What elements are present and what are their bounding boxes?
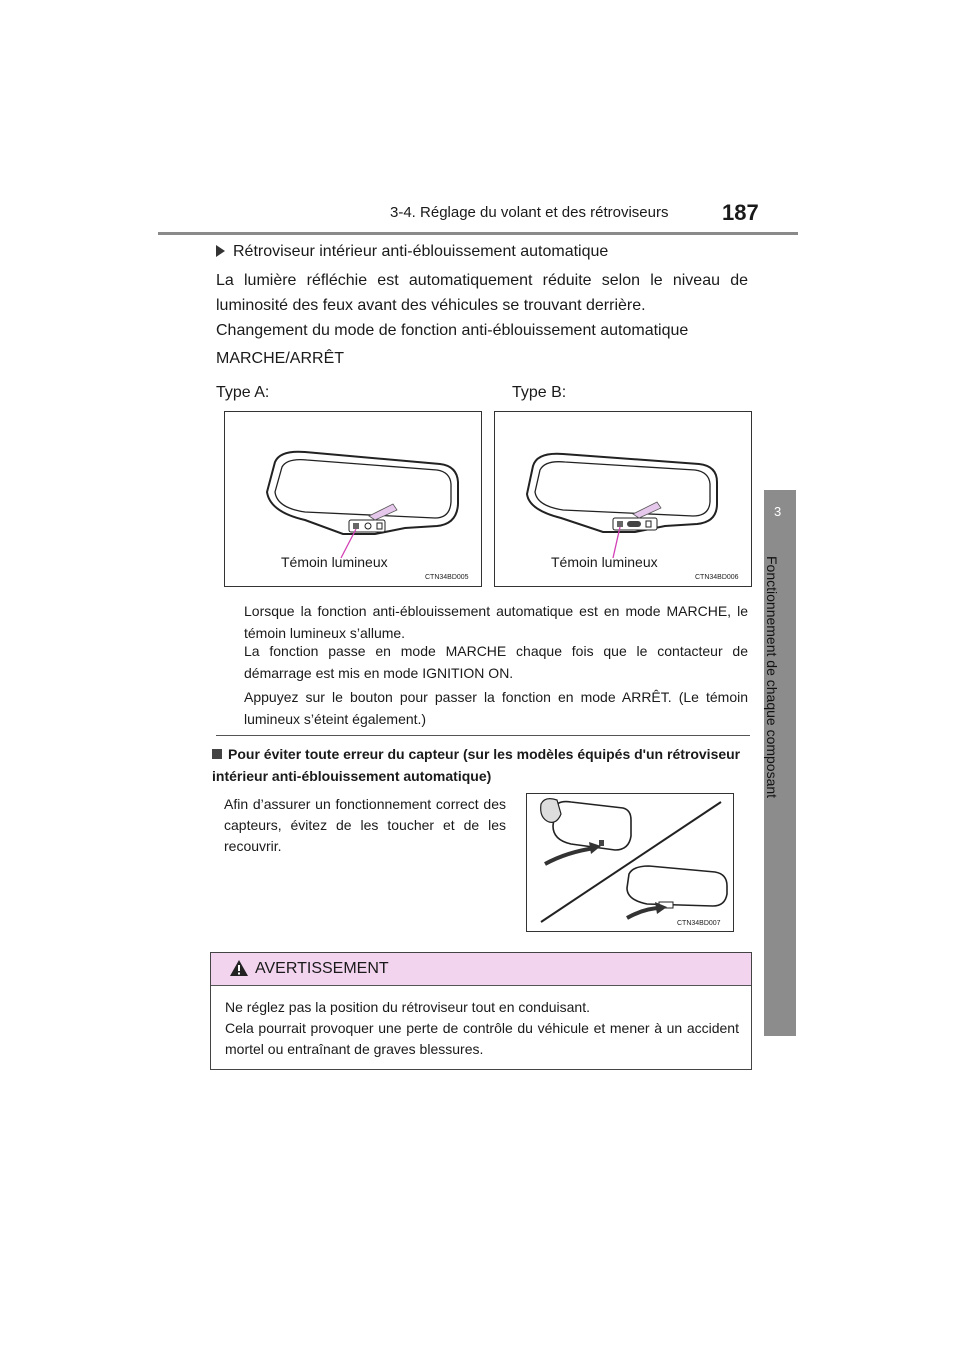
warning-box xyxy=(210,952,752,1070)
figure-code-c: CTN34BD007 xyxy=(677,920,721,927)
figure-type-b xyxy=(494,411,752,587)
square-bullet-icon xyxy=(212,749,222,759)
subheading xyxy=(216,243,608,261)
figure-type-a xyxy=(224,411,482,587)
warning-triangle-icon xyxy=(229,959,249,977)
section-header: 3-4. Réglage du volant et des rétroviseurs xyxy=(390,204,669,221)
page-number: 187 xyxy=(722,200,759,225)
chapter-number: 3 xyxy=(774,504,782,519)
chapter-label-text: Fonctionnement de chaque composant xyxy=(764,556,780,799)
subheading-text: Rétroviseur intérieur anti-éblouissement automatique xyxy=(233,243,609,260)
warning-header xyxy=(211,953,751,986)
sensor-text: Afin d’assurer un fonctionnement correct des capteurs, évitez de les toucher et de les recouvrir. xyxy=(224,796,506,854)
chapter-label xyxy=(760,556,800,816)
note-item: Lorsque la fonction anti-éblouissement automatique est en mode MARCHE, le témoin lumineux s’allume. xyxy=(244,603,748,641)
indicator-label-b: Témoin lumineux xyxy=(551,554,658,570)
note-item: La fonction passe en mode MARCHE chaque fois que le contacteur de démarrage est mis en mode IGNITION ON. xyxy=(244,643,748,681)
sensor-heading-text: Pour éviter toute erreur du capteur (sur les modèles équipés d'un rétroviseur intérieur anti-éblouissement automatique) xyxy=(212,746,741,784)
figure-code-a: CTN34BD005 xyxy=(425,574,469,581)
warning-line: Cela pourrait provoquer une perte de contrôle du véhicule et mener à un accident mortel ou entraînant de graves blessures. xyxy=(225,1020,739,1057)
triangle-bullet-icon xyxy=(216,245,225,257)
on-off-paragraph: MARCHE/ARRÊT xyxy=(216,350,345,367)
figure-code-b: CTN34BD006 xyxy=(695,574,739,581)
mode-paragraph: Changement du mode de fonction anti-éblouissement automatique xyxy=(216,322,689,339)
sensor-mirrors-illustration xyxy=(527,794,733,931)
warning-title: AVERTISSEMENT xyxy=(255,960,389,977)
intro-paragraph: La lumière réfléchie est automatiquement réduite selon le niveau de luminosité des feux avant des véhicules se trouvant derrière. xyxy=(216,272,748,314)
warning-body xyxy=(225,997,739,1060)
header-divider xyxy=(158,232,798,235)
type-b-caption: Type B: xyxy=(512,384,567,401)
section-divider xyxy=(216,735,750,736)
sensor-heading xyxy=(212,743,750,787)
warning-line: Ne réglez pas la position du rétroviseur tout en conduisant. xyxy=(225,999,590,1015)
indicator-label-a: Témoin lumineux xyxy=(281,554,388,570)
note-item: Appuyez sur le bouton pour passer la fonction en mode ARRÊT. (Le témoin lumineux s’éteint également.) xyxy=(244,689,748,727)
type-a-caption: Type A: xyxy=(216,384,270,401)
figure-sensor xyxy=(526,793,734,932)
